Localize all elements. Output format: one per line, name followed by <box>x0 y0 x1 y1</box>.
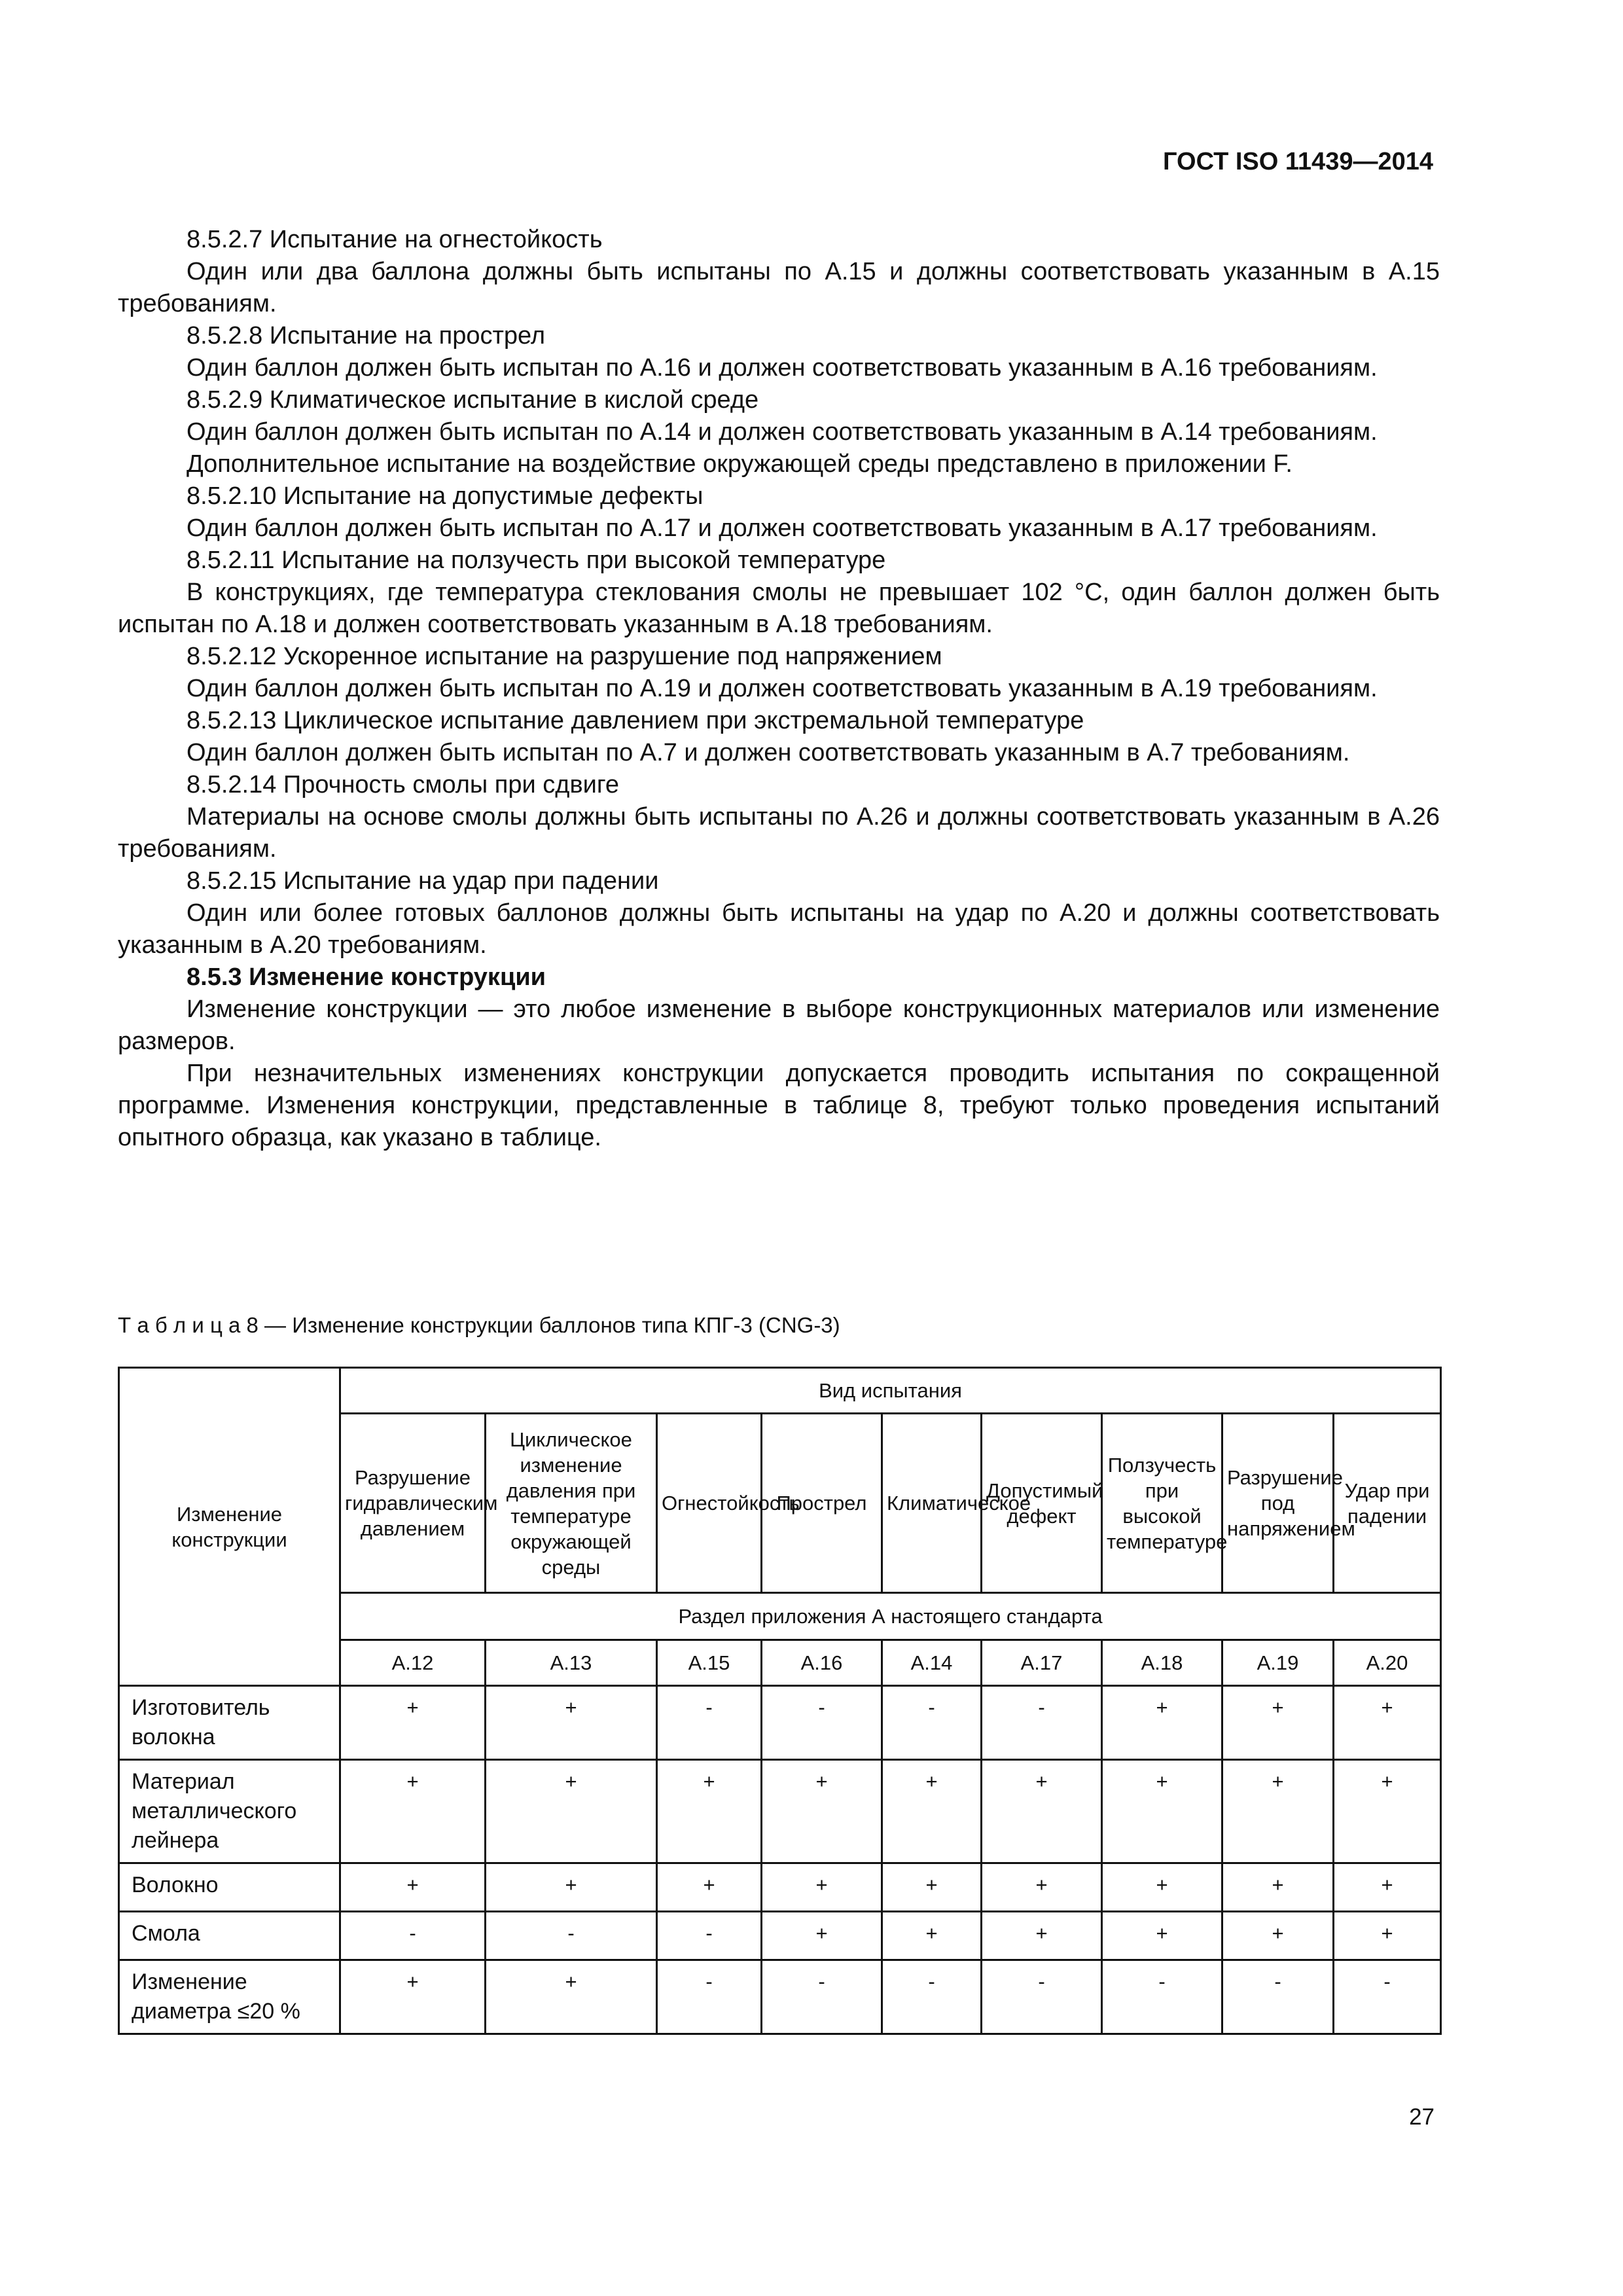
column-header: Циклическое изменение давления при температуре окружающей среды <box>486 1414 657 1593</box>
table-cell: - <box>762 1960 882 2034</box>
table-cell: + <box>1222 1863 1334 1912</box>
table-row <box>119 1686 1441 1760</box>
table-cell: - <box>762 1686 882 1760</box>
paragraph: При незначительных изменениях конструкции допускается проводить испытания по сокращенной программе. Изменения конструкции, представленные в таблице 8, требуют только проведения испытаний опытного образца, как указано в таблице. <box>118 1060 1440 1151</box>
column-header: Ползучесть при высокой температуре <box>1102 1414 1222 1593</box>
table-cell: + <box>1222 1686 1334 1760</box>
section-ref: А.20 <box>1334 1640 1441 1686</box>
table-cell: + <box>762 1912 882 1960</box>
table-cell: + <box>486 1686 657 1760</box>
table-corner-header: Изменение конструкции <box>119 1368 340 1686</box>
paragraph: Дополнительное испытание на воздействие окружающей среды представлено в приложении F. <box>187 450 1293 478</box>
table-cell: + <box>1102 1760 1222 1863</box>
paragraph: Один баллон должен быть испытан по А.14 и должен соответствовать указанным в А.14 требованиям. <box>187 418 1378 446</box>
table-row <box>119 1760 1441 1863</box>
table-cell: + <box>486 1960 657 2034</box>
table-cell: + <box>340 1863 486 1912</box>
column-header: Огнестойкость <box>657 1414 762 1593</box>
table-cell: + <box>982 1863 1102 1912</box>
table-row <box>119 1863 1441 1912</box>
paragraph: Один баллон должен быть испытан по А.19 и должен соответствовать указанным в А.19 требованиям. <box>187 675 1378 702</box>
paragraph: Изменение конструкции — это любое изменение в выборе конструкционных материалов или изменение размеров. <box>118 996 1440 1055</box>
paragraph: 8.5.2.11 Испытание на ползучесть при высокой температуре <box>187 547 886 574</box>
page-number: 27 <box>1409 2104 1435 2130</box>
paragraph: 8.5.2.13 Циклическое испытание давлением при экстремальной температуре <box>187 707 1084 734</box>
paragraph: Один баллон должен быть испытан по А.16 и должен соответствовать указанным в А.16 требованиям. <box>187 354 1378 382</box>
paragraph: 8.5.2.8 Испытание на прострел <box>187 322 546 350</box>
table-row <box>119 1912 1441 1960</box>
table-cell: + <box>1222 1760 1334 1863</box>
section-ref: А.14 <box>882 1640 982 1686</box>
document-header: ГОСТ ISO 11439—2014 <box>1163 148 1433 175</box>
column-header: Климатическое <box>882 1414 982 1593</box>
section-heading: 8.5.3 Изменение конструкции <box>187 963 546 991</box>
column-header: Разрушение под напряжением <box>1222 1414 1334 1593</box>
paragraph: Один или более готовых баллонов должны быть испытаны на удар по А.20 и должны соответствовать указанным в А.20 требованиям. <box>118 899 1440 959</box>
design-change-table <box>118 1367 1442 2035</box>
table-cell: - <box>486 1912 657 1960</box>
paragraph: 8.5.2.7 Испытание на огнестойкость <box>187 226 603 253</box>
paragraph: 8.5.2.9 Климатическое испытание в кислой среде <box>187 386 759 414</box>
table-cell: - <box>1222 1960 1334 2034</box>
column-header: Удар при падении <box>1334 1414 1441 1593</box>
table-cell: + <box>1102 1686 1222 1760</box>
table-cell: + <box>762 1760 882 1863</box>
paragraph: Один баллон должен быть испытан по А.7 и должен соответствовать указанным в А.7 требованиям. <box>187 739 1350 766</box>
table-cell: - <box>657 1912 762 1960</box>
table-cell: + <box>657 1760 762 1863</box>
column-header: Допустимый дефект <box>982 1414 1102 1593</box>
paragraph: 8.5.2.15 Испытание на удар при падении <box>187 867 659 895</box>
table-cell: + <box>762 1863 882 1912</box>
table-cell: + <box>982 1912 1102 1960</box>
column-header: Прострел <box>762 1414 882 1593</box>
paragraph: В конструкциях, где температура стеклования смолы не превышает 102 °С, один баллон должен быть испытан по А.18 и должен соответствовать указанным в А.18 требованиям. <box>118 579 1440 638</box>
table-cell: + <box>1334 1760 1441 1863</box>
paragraph: Материалы на основе смолы должны быть испытаны по А.26 и должны соответствовать указанным в А.26 требованиям. <box>118 803 1440 863</box>
table-cell: + <box>882 1912 982 1960</box>
table-cell: + <box>1334 1912 1441 1960</box>
table-cell: - <box>657 1960 762 2034</box>
section-ref: А.17 <box>982 1640 1102 1686</box>
table-cell: + <box>486 1760 657 1863</box>
table-cell: - <box>657 1686 762 1760</box>
row-label: Изготовитель волокна <box>119 1686 340 1760</box>
table-cell: - <box>882 1686 982 1760</box>
table-cell: + <box>340 1960 486 2034</box>
section-ref: А.12 <box>340 1640 486 1686</box>
row-label: Материал металлического лейнера <box>119 1760 340 1863</box>
column-header: Разрушение гидравлическим давлением <box>340 1414 486 1593</box>
table-cell: + <box>657 1863 762 1912</box>
table-cell: + <box>1334 1863 1441 1912</box>
table-cell: - <box>882 1960 982 2034</box>
table-cell: - <box>982 1960 1102 2034</box>
paragraph: Один баллон должен быть испытан по А.17 и должен соответствовать указанным в А.17 требованиям. <box>187 514 1378 542</box>
table-cell: + <box>982 1760 1102 1863</box>
section-ref: А.19 <box>1222 1640 1334 1686</box>
row-label: Смола <box>119 1912 340 1960</box>
table-cell: + <box>882 1863 982 1912</box>
table-cell: - <box>1102 1960 1222 2034</box>
table-group-header: Вид испытания <box>340 1368 1441 1414</box>
table-cell: - <box>982 1686 1102 1760</box>
table-cell: + <box>486 1863 657 1912</box>
table-cell: + <box>882 1760 982 1863</box>
table-row <box>119 1960 1441 2034</box>
section-ref: А.18 <box>1102 1640 1222 1686</box>
paragraph: Один или два баллона должны быть испытаны по А.15 и должны соответствовать указанным в А.15 требованиям. <box>118 258 1440 317</box>
section-ref: А.16 <box>762 1640 882 1686</box>
table-cell: - <box>340 1912 486 1960</box>
table-caption: Т а б л и ц а 8 — Изменение конструкции баллонов типа КПГ-3 (CNG-3) <box>118 1313 840 1337</box>
paragraph: 8.5.2.10 Испытание на допустимые дефекты <box>187 482 704 510</box>
table-cell: + <box>1222 1912 1334 1960</box>
section-ref: А.13 <box>486 1640 657 1686</box>
row-label: Волокно <box>119 1863 340 1912</box>
paragraph: 8.5.2.12 Ускоренное испытание на разрушение под напряжением <box>187 643 942 670</box>
body-text <box>118 224 1440 1154</box>
table-cell: + <box>340 1760 486 1863</box>
section-ref: А.15 <box>657 1640 762 1686</box>
table-cell: + <box>340 1686 486 1760</box>
table-cell: + <box>1102 1863 1222 1912</box>
table-cell: + <box>1102 1912 1222 1960</box>
table-cell: + <box>1334 1686 1441 1760</box>
table-cell: - <box>1334 1960 1441 2034</box>
table-section-header: Раздел приложения А настоящего стандарта <box>340 1593 1441 1640</box>
paragraph: 8.5.2.14 Прочность смолы при сдвиге <box>187 771 620 798</box>
row-label: Изменение диаметра ≤20 % <box>119 1960 340 2034</box>
